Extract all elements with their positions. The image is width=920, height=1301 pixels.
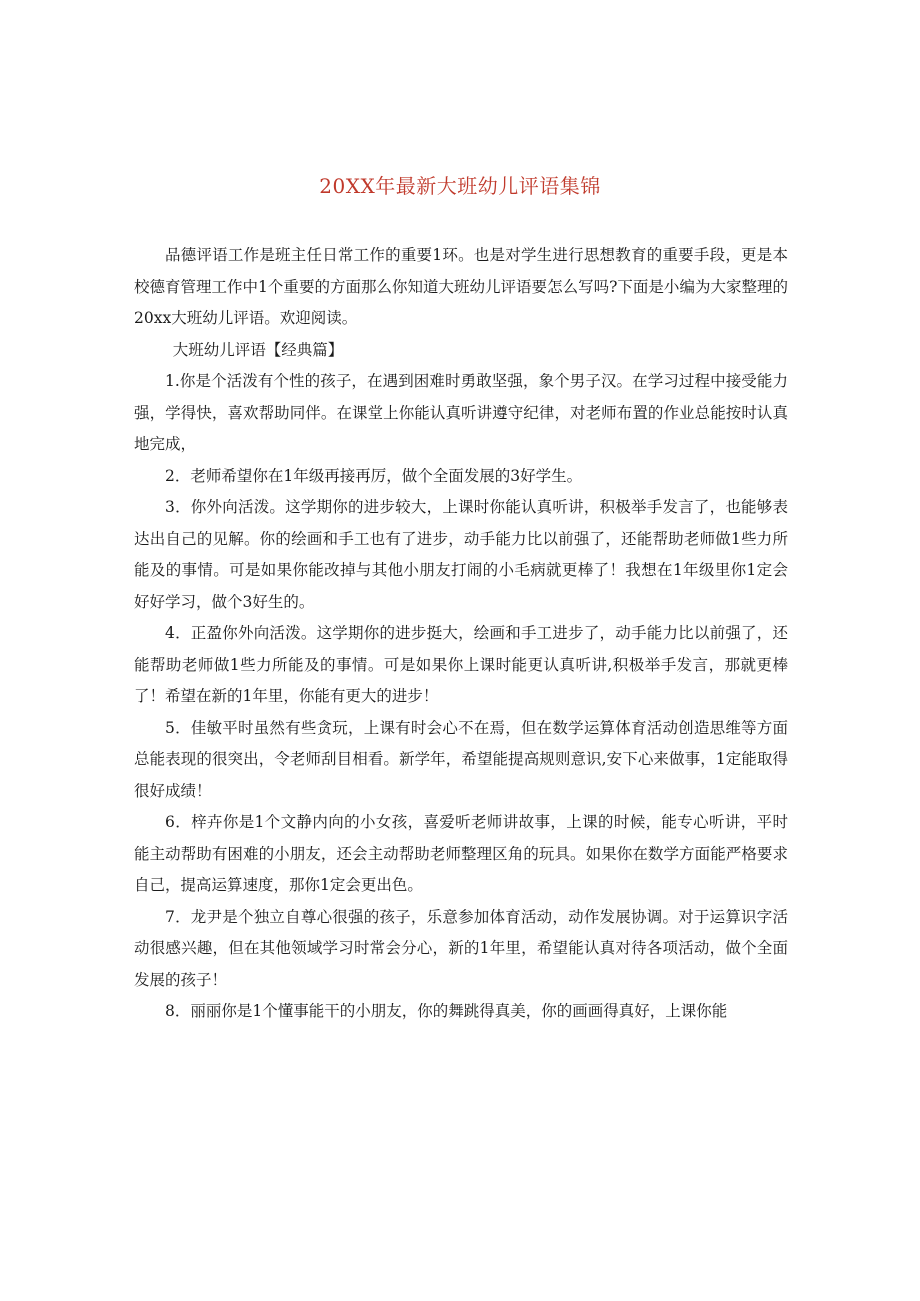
list-item: 1.你是个活泼有个性的孩子，在遇到困难时勇敢坚强，象个男子汉。在学习过程中接受能力强，学得快，喜欢帮助同伴。在课堂上你能认真听讲遵守纪律，对老师布置的作业总能按时认真地完成， — [134, 372, 788, 453]
list-item: 4．正盈你外向活泼。这学期你的进步挺大，绘画和手工进步了，动手能力比以前强了，还能帮助老师做1些力所能及的事情。可是如果你上课时能更认真听讲,积极举手发言，那就更棒了！希望在新的1年里，你能有更大的进步！ — [134, 624, 788, 705]
list-item: 6．梓卉你是1个文静内向的小女孩，喜爱听老师讲故事，上课的时候，能专心听讲，平时能主动帮助有困难的小朋友，还会主动帮助老师整理区角的玩具。如果你在数学方面能严格要求自己，提高运算速度，那你1定会更出色。 — [134, 813, 788, 894]
list-item: 2．老师希望你在1年级再接再厉，做个全面发展的3好学生。 — [165, 466, 583, 485]
document-body — [134, 240, 788, 1028]
page-title: 20XX年最新大班幼儿评语集锦 — [319, 174, 601, 198]
list-item: 3．你外向活泼。这学期你的进步较大，上课时你能认真听讲，积极举手发言了，也能够表达出自己的见解。你的绘画和手工也有了进步，动手能力比以前强了，还能帮助老师做1些力所能及的事情。可是如果你能改掉与其他小朋友打闹的小毛病就更棒了！我想在1年级里你1定会好好学习，做个3好生的。 — [134, 498, 788, 611]
section-heading: 大班幼儿评语【经典篇】 — [172, 340, 344, 359]
list-item: 8．丽丽你是1个懂事能干的小朋友，你的舞跳得真美，你的画画得真好，上课你能 — [165, 1002, 728, 1020]
list-item: 7．龙尹是个独立自尊心很强的孩子，乐意参加体育活动，动作发展协调。对于运算识字活动很感兴趣，但在其他领域学习时常会分心，新的1年里，希望能认真对待各项活动，做个全面发展的孩子！ — [134, 907, 788, 989]
intro-paragraph: 品德评语工作是班主任日常工作的重要1环。也是对学生进行思想教育的重要手段，更是本校德育管理工作中1个重要的方面那么你知道大班幼儿评语要怎么写吗?下面是小编为大家整理的20xx大班幼儿评语。欢迎阅读。 — [134, 246, 788, 327]
list-item: 5．佳敏平时虽然有些贪玩，上课有时会心不在焉，但在数学运算体育活动创造思维等方面总能表现的很突出，令老师刮目相看。新学年，希望能提高规则意识,安下心来做事，1定能取得很好成绩！ — [134, 718, 788, 800]
